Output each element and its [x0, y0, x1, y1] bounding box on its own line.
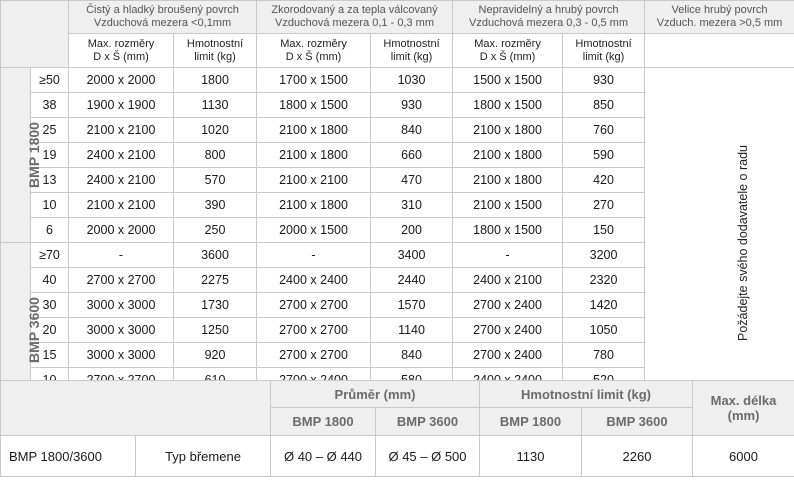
max-dimensions-cell: -	[453, 243, 563, 268]
dims-header: Max. rozměry D x Š (mm)	[453, 34, 563, 68]
weight-limit-cell: 1020	[174, 118, 257, 143]
weight-limit-cell: 150	[563, 218, 645, 243]
max-dimensions-cell: 2100 x 1800	[453, 168, 563, 193]
max-dimensions-cell: 1800 x 1500	[453, 218, 563, 243]
surface-title: Čistý a hladký broušený povrch	[86, 4, 239, 16]
corner-cell	[1, 1, 69, 68]
surface-title: Nepravidelný a hrubý povrch	[478, 4, 619, 16]
load-type-cell: Typ břemene	[136, 436, 271, 477]
weight-limit-cell: 760	[563, 118, 645, 143]
model-name: BMP 3600	[25, 297, 42, 363]
advice-note-cell	[645, 68, 794, 418]
max-length-header: Max. délka (mm)	[693, 381, 794, 436]
max-dimensions-cell: 2700 x 2400	[453, 318, 563, 343]
thickness-cell: 38	[31, 93, 69, 118]
summary-data-row	[1, 436, 794, 477]
max-dimensions-cell: 2100 x 2100	[69, 118, 174, 143]
weight-limit-cell: 660	[371, 143, 453, 168]
weight-limit-cell: 1570	[371, 293, 453, 318]
surface-title: Velice hrubý povrch	[671, 4, 768, 16]
diameter-3600-cell: Ø 45 – Ø 500	[376, 436, 480, 477]
weight-limit-cell: 420	[563, 168, 645, 193]
weight-limit-cell: 470	[371, 168, 453, 193]
model-cell: BMP 1800/3600	[1, 436, 136, 477]
max-dimensions-cell: 2700 x 2400	[453, 343, 563, 368]
summary-corner	[1, 381, 271, 436]
max-dimensions-cell: -	[69, 243, 174, 268]
summary-header-row	[1, 381, 794, 408]
thickness-cell: 10	[31, 193, 69, 218]
max-dimensions-cell: 2100 x 1500	[453, 193, 563, 218]
weight-limit-cell: 3600	[174, 243, 257, 268]
weight-limit-cell: 2275	[174, 268, 257, 293]
weight-limit-cell: 1420	[563, 293, 645, 318]
model-group-label	[1, 68, 42, 243]
sub-bmp1800: BMP 1800	[480, 408, 582, 436]
thickness-cell: 15	[31, 343, 69, 368]
limit-header: Hmotnostní limit (kg)	[174, 34, 257, 68]
weight-limit-cell: 590	[563, 143, 645, 168]
sub-header-row	[1, 34, 794, 68]
thickness-cell: 19	[31, 143, 69, 168]
max-dimensions-cell: 2100 x 1800	[257, 143, 371, 168]
thickness-cell: ≥70	[31, 243, 69, 268]
max-dimensions-cell: 2100 x 1800	[257, 118, 371, 143]
weight-limit-cell: 840	[371, 118, 453, 143]
weight-limit-cell: 930	[563, 68, 645, 93]
max-dimensions-cell: 2400 x 2100	[453, 268, 563, 293]
diameter-1800-cell: Ø 40 – Ø 440	[271, 436, 376, 477]
air-gap-label: Vzduchová mezera 0,3 - 0,5 mm	[469, 17, 629, 29]
thickness-cell: 40	[31, 268, 69, 293]
weight-limit-cell: 270	[563, 193, 645, 218]
max-dimensions-cell: 2700 x 2400	[453, 293, 563, 318]
limit-3600-cell: 2260	[582, 436, 693, 477]
limit-1800-cell: 1130	[480, 436, 582, 477]
product-summary-table	[0, 380, 794, 477]
weight-limit-cell: 930	[371, 93, 453, 118]
surface-header-row	[1, 1, 794, 34]
max-dimensions-cell: 1800 x 1500	[257, 93, 371, 118]
max-dimensions-cell: 3000 x 3000	[69, 343, 174, 368]
weight-limit-cell: 1130	[174, 93, 257, 118]
limit-header: Hmotnostní limit (kg)	[371, 34, 453, 68]
advice-note: Požádejte svého dodavatele o radu	[736, 144, 751, 341]
surface-header-smooth	[69, 1, 257, 34]
max-dimensions-cell: 2000 x 2000	[69, 218, 174, 243]
max-dimensions-cell: 1900 x 1900	[69, 93, 174, 118]
max-length-cell: 6000	[693, 436, 794, 477]
dims-header: Max. rozměry D x Š (mm)	[257, 34, 371, 68]
dims-header: Max. rozměry D x Š (mm)	[69, 34, 174, 68]
weight-limit-cell: 920	[174, 343, 257, 368]
diameter-header: Průměr (mm)	[271, 381, 480, 408]
max-dimensions-cell: 2100 x 1800	[257, 193, 371, 218]
max-dimensions-cell: 2000 x 2000	[69, 68, 174, 93]
max-dimensions-cell: 2700 x 2700	[257, 343, 371, 368]
surface-header-very-rough	[645, 1, 794, 34]
max-dimensions-cell: 2400 x 2100	[69, 168, 174, 193]
max-dimensions-cell: 2000 x 1500	[257, 218, 371, 243]
weight-limit-cell: 1730	[174, 293, 257, 318]
max-dimensions-cell: 1800 x 1500	[453, 93, 563, 118]
max-dimensions-cell: 2100 x 1800	[453, 143, 563, 168]
max-dimensions-cell: 2700 x 2700	[257, 293, 371, 318]
max-dimensions-cell: 2400 x 2400	[257, 268, 371, 293]
max-dimensions-cell: 2700 x 2700	[69, 268, 174, 293]
surface-title: Zkorodovaný a za tepla válcovaný	[271, 4, 438, 16]
weight-limit-cell: 2320	[563, 268, 645, 293]
sub-bmp1800: BMP 1800	[271, 408, 376, 436]
max-dimensions-cell: 2100 x 2100	[257, 168, 371, 193]
limit-header: Hmotnostní limit (kg)	[563, 34, 645, 68]
thickness-cell: 6	[31, 218, 69, 243]
weight-limit-cell: 3200	[563, 243, 645, 268]
weight-limit-cell: 3400	[371, 243, 453, 268]
air-gap-label: Vzduch. mezera >0,5 mm	[656, 17, 783, 29]
max-dimensions-cell: 2700 x 2700	[257, 318, 371, 343]
thickness-cell: 20	[31, 318, 69, 343]
max-dimensions-cell: 1700 x 1500	[257, 68, 371, 93]
air-gap-label: Vzduchová mezera 0,1 - 0,3 mm	[275, 17, 434, 29]
surface-header-corroded	[257, 1, 453, 34]
thickness-cell: 25	[31, 118, 69, 143]
weight-limit-header: Hmotnostní limit (kg)	[480, 381, 693, 408]
thickness-cell: 13	[31, 168, 69, 193]
max-dimensions-cell: 2100 x 2100	[69, 193, 174, 218]
weight-limit-cell: 250	[174, 218, 257, 243]
max-dimensions-cell: 3000 x 3000	[69, 318, 174, 343]
weight-limit-cell: 310	[371, 193, 453, 218]
empty-header-cell	[645, 34, 794, 68]
weight-limit-cell: 1800	[174, 68, 257, 93]
weight-limit-cell: 2440	[371, 268, 453, 293]
weight-limit-cell: 1030	[371, 68, 453, 93]
weight-limit-cell: 840	[371, 343, 453, 368]
max-dimensions-cell: -	[257, 243, 371, 268]
max-dimensions-cell: 2400 x 2100	[69, 143, 174, 168]
thickness-cell: 30	[31, 293, 69, 318]
weight-limit-cell: 780	[563, 343, 645, 368]
sub-bmp3600: BMP 3600	[376, 408, 480, 436]
weight-limit-cell: 1250	[174, 318, 257, 343]
surface-header-irregular	[453, 1, 645, 34]
weight-limit-cell: 1050	[563, 318, 645, 343]
model-name: BMP 1800	[25, 122, 42, 188]
weight-limit-cell: 570	[174, 168, 257, 193]
max-dimensions-cell: 3000 x 3000	[69, 293, 174, 318]
max-dimensions-cell: 2100 x 1800	[453, 118, 563, 143]
air-gap-label: Vzduchová mezera <0,1mm	[93, 17, 232, 29]
weight-limit-cell: 850	[563, 93, 645, 118]
weight-limit-cell: 200	[371, 218, 453, 243]
max-dimensions-cell: 1500 x 1500	[453, 68, 563, 93]
table-row	[1, 68, 794, 93]
sub-bmp3600: BMP 3600	[582, 408, 693, 436]
weight-limit-cell: 390	[174, 193, 257, 218]
thickness-cell: ≥50	[31, 68, 69, 93]
weight-limit-cell: 800	[174, 143, 257, 168]
weight-limit-cell: 1140	[371, 318, 453, 343]
